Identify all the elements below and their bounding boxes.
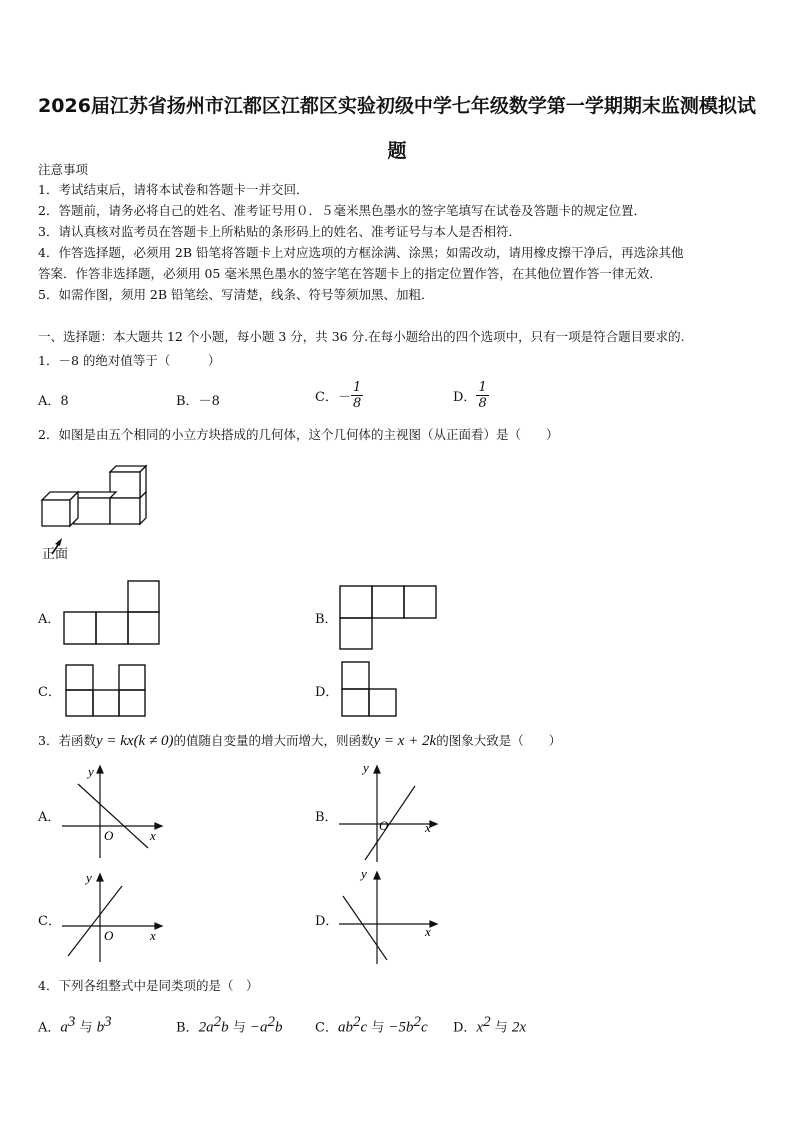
function-y-kx: y = kx — [95, 733, 134, 749]
numerator: 1 — [352, 380, 362, 395]
q3-option-b[interactable]: B． — [315, 810, 338, 825]
q2-option-b[interactable]: B． — [315, 612, 338, 627]
function-y-x-2k: y = x + 2k — [373, 733, 437, 749]
option-label: A． — [38, 394, 61, 409]
minus-sign: － — [337, 390, 351, 405]
stem-text: 3．若函数 — [38, 733, 96, 748]
q3-option-a-graph — [58, 762, 168, 862]
term: ab — [337, 1019, 353, 1036]
denominator: 8 — [478, 396, 487, 411]
axis-y-label: y — [86, 870, 92, 885]
option-label: B． — [176, 394, 199, 409]
notice-item: 1．考试结束后，请将本试卷和答题卡一并交回． — [38, 182, 309, 197]
exponent: 2 — [413, 1014, 422, 1030]
axis-y-label: y — [361, 866, 367, 881]
q3-option-a[interactable]: A． — [38, 810, 61, 825]
q3-option-c[interactable]: C． — [38, 914, 61, 929]
section-heading: 一、选择题：本大题共 12 个小题，每小题 3 分，共 36 分.在每小题给出的四个选项中，只有一项是符合题目要求的. — [38, 329, 685, 344]
question-2-stem: 2．如图是由五个相同的小立方块搭成的几何体，这个几何体的主视图（从正面看）是（ ） — [38, 427, 559, 442]
axis-x-label: x — [425, 820, 431, 835]
term: −5b — [388, 1019, 414, 1036]
condition: (k ≠ 0) — [133, 733, 174, 749]
fraction — [476, 380, 488, 411]
term: c — [360, 1019, 368, 1036]
q3-option-d-graph — [335, 864, 445, 968]
option-label: C． — [315, 390, 338, 405]
q2-option-a[interactable]: A． — [38, 612, 61, 627]
numerator: 1 — [478, 380, 487, 395]
q4-option-c[interactable] — [315, 1014, 428, 1036]
q1-option-c[interactable] — [315, 380, 363, 411]
axis-x-label: x — [150, 928, 156, 943]
page-title: 2026届江苏省扬州市江都区江都区实验初级中学七年级数学第一学期期末监测模拟试题 — [38, 95, 756, 162]
term: c — [421, 1019, 428, 1036]
notice-item: 5．如需作图，须用 2B 铅笔绘、写清楚，线条、符号等须加黑、加粗． — [38, 287, 434, 302]
q3-option-d[interactable]: D． — [315, 914, 339, 929]
q3-option-b-graph — [335, 758, 445, 868]
connector: 与 — [228, 1020, 250, 1036]
option-label: A． — [38, 1020, 61, 1036]
term: −a — [249, 1019, 268, 1036]
stem-text: 的图象大致是（ ） — [436, 733, 562, 748]
exponent: 2 — [483, 1014, 491, 1030]
origin-label: O — [104, 828, 114, 843]
term: b — [96, 1019, 105, 1036]
exponent: 2 — [352, 1014, 361, 1030]
axis-x-label: x — [425, 924, 431, 939]
q1-option-b[interactable] — [176, 390, 220, 409]
notice-item: 4．作答选择题，必须用 2B 铅笔将答题卡上对应选项的方框涂满、涂黑；如需改动，请用橡皮擦干净后，再选涂其他 — [38, 245, 684, 260]
term: 2a — [198, 1019, 214, 1036]
axis-y-label: y — [88, 764, 94, 779]
q3-option-c-graph — [58, 868, 168, 968]
exponent: 3 — [67, 1014, 76, 1030]
q4-option-a[interactable] — [38, 1014, 112, 1036]
notice-item: 3．请认真核对监考员在答题卡上所粘贴的条形码上的姓名、准考证号与本人是否相符． — [38, 224, 521, 239]
origin-label: O — [379, 818, 389, 833]
q2-option-c[interactable]: C． — [38, 685, 61, 700]
q2-option-d-view — [340, 660, 400, 720]
denominator: 8 — [352, 396, 362, 411]
origin-label: O — [104, 928, 114, 943]
axis-y-label: y — [363, 760, 369, 775]
q1-option-d[interactable] — [453, 380, 489, 411]
q2-option-c-view — [64, 663, 148, 719]
fraction — [351, 380, 363, 411]
notice-heading: 注意事项 — [38, 162, 89, 177]
option-label: C． — [315, 1020, 338, 1036]
exponent: 2 — [213, 1014, 222, 1030]
notice-item: 2．答题前，请务必将自己的姓名、准考证号用０．５毫米黑色墨水的签字笔填写在试卷及答题卡的规定位置． — [38, 203, 646, 218]
question-1-stem: 1．－8 的绝对值等于（ ） — [38, 353, 221, 368]
term: x — [476, 1019, 484, 1036]
option-label: D． — [453, 1020, 477, 1036]
term: b — [274, 1019, 283, 1036]
q4-option-d[interactable] — [453, 1014, 526, 1036]
option-label: D． — [453, 390, 477, 405]
q2-option-b-view — [338, 584, 440, 652]
q1-option-a[interactable] — [38, 390, 69, 409]
option-label: B． — [176, 1020, 199, 1036]
exponent: 3 — [104, 1014, 112, 1030]
term: 2x — [511, 1019, 527, 1036]
term: a — [60, 1019, 68, 1036]
option-value: －8 — [198, 394, 220, 409]
connector: 与 — [367, 1020, 389, 1036]
stem-text: 的值随自变量的增大而增大，则函数 — [173, 733, 374, 748]
option-value: 8 — [60, 394, 69, 409]
question-3-stem — [38, 731, 561, 751]
notice-item: 答案．作答非选择题，必须用 05 毫米黑色墨水的签字笔在答题卡上的指定位置作答，在其他位置作答一律无效． — [38, 266, 662, 281]
connector: 与 — [75, 1020, 97, 1036]
q2-option-a-view — [62, 580, 162, 646]
connector: 与 — [490, 1020, 512, 1036]
q4-option-b[interactable] — [176, 1014, 282, 1036]
axis-x-label: x — [150, 828, 156, 843]
question-4-stem: 4．下列各组整式中是同类项的是（ ） — [38, 978, 259, 993]
front-label: 正面 — [42, 547, 69, 562]
exponent: 2 — [267, 1014, 275, 1030]
q2-option-d[interactable]: D． — [315, 685, 339, 700]
term: b — [221, 1019, 229, 1036]
